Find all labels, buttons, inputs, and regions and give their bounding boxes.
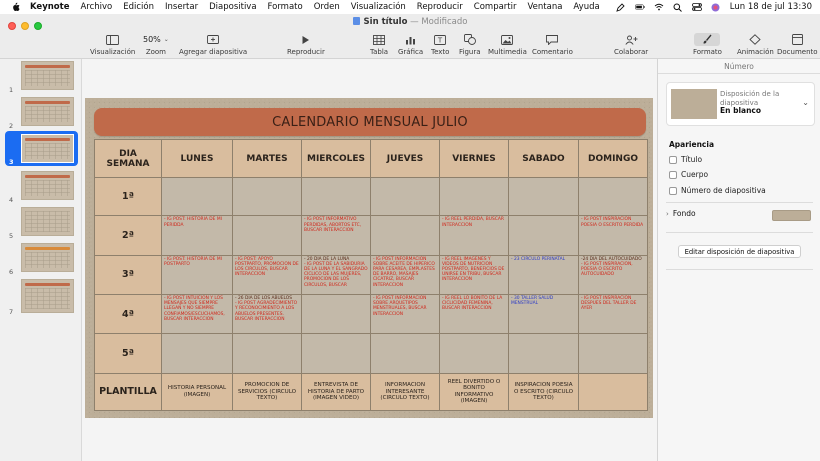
- divider: [666, 232, 813, 233]
- siri-icon[interactable]: [711, 3, 721, 12]
- calendar-cell[interactable]: [509, 216, 579, 255]
- apple-icon[interactable]: [10, 2, 20, 12]
- cell-entry: - IG REEL PERDIDA, BUSCAR INTERACCION: [442, 217, 504, 228]
- animate-icon: [749, 34, 761, 45]
- slide-number: 4: [9, 196, 14, 204]
- slide-title[interactable]: CALENDARIO MENSUAL JULIO: [94, 108, 646, 136]
- zoom-value[interactable]: 50%: [143, 35, 161, 44]
- calendar-cell[interactable]: [509, 294, 579, 333]
- document-title[interactable]: Sin título: [363, 17, 408, 27]
- cell-entry: - IG POST AGRADECIMIENTO Y RECONOCIMIENTO A LOS ABUELOS PRESENTES. BUSCAR INTERACCION: [235, 301, 298, 322]
- menu-archivo[interactable]: Archivo: [80, 2, 113, 12]
- appearance-heading: Apariencia: [669, 140, 715, 149]
- day-header[interactable]: JUEVES: [371, 140, 440, 178]
- checkbox-label: Título: [681, 155, 703, 164]
- calendar-cell[interactable]: [579, 334, 648, 373]
- slide-number-checkbox[interactable]: [669, 186, 766, 195]
- slide-number: 3: [9, 158, 14, 166]
- plantilla-cell[interactable]: REEL DIVERTIDO O BONITO INFORMATIVO (IMAGEN): [440, 373, 509, 410]
- table-label: Tabla: [370, 48, 389, 56]
- shape-button[interactable]: [459, 33, 481, 56]
- layout-thumbnail: [671, 89, 717, 119]
- menu-compartir[interactable]: Compartir: [473, 2, 517, 12]
- plantilla-row: [95, 373, 648, 410]
- shape-label: Figura: [459, 48, 481, 56]
- day-header[interactable]: LUNES: [162, 140, 233, 178]
- calendar-cell[interactable]: [162, 178, 233, 216]
- week-row: [95, 216, 648, 255]
- body-checkbox[interactable]: [669, 170, 708, 179]
- slide-preview: [21, 171, 74, 200]
- add-slide-icon: [207, 34, 219, 45]
- divider: [666, 269, 813, 270]
- calendar-cell[interactable]: [440, 294, 509, 333]
- checkbox-box: [669, 171, 677, 179]
- comment-button[interactable]: [532, 33, 573, 56]
- table-icon: [373, 35, 385, 45]
- slide-preview: [21, 97, 74, 126]
- collaborate-label: Colaborar: [614, 48, 649, 56]
- slide-thumbnail-5[interactable]: [0, 206, 82, 240]
- plantilla-cell[interactable]: ENTREVISTA DE HISTORIA DE PARTO (IMAGEN VIDEO): [302, 373, 371, 410]
- title-checkbox[interactable]: [669, 155, 702, 164]
- plantilla-cell[interactable]: INSPIRACION POESIA O ESCRITO (CIRCULO TEXTO): [509, 373, 579, 410]
- slide-thumbnail-4[interactable]: [0, 170, 82, 204]
- cell-entry: - IG POST INSPIRACION DESPUES DEL TALLER DE AYER: [581, 295, 637, 312]
- header-row: [95, 140, 648, 178]
- chevron-down-icon: ⌄: [163, 36, 169, 43]
- format-button[interactable]: [693, 33, 722, 56]
- window-toolbar: [0, 14, 820, 59]
- calendar-cell[interactable]: [509, 255, 579, 294]
- slide-navigator: [0, 59, 82, 461]
- calendar-cell[interactable]: [162, 294, 233, 333]
- cell-entry: - IG POST INSPIRACION POESIA O ESCRITO PERDIDA: [581, 217, 644, 228]
- calendar-cell[interactable]: [440, 216, 509, 255]
- chevron-right-icon: ›: [666, 209, 669, 218]
- week-label[interactable]: 5ª: [95, 334, 162, 373]
- calendar-cell[interactable]: [302, 255, 371, 294]
- slide-layout-selector[interactable]: [666, 82, 815, 126]
- corner-header[interactable]: DIA SEMANA: [95, 140, 162, 178]
- calendar-table[interactable]: [94, 139, 648, 411]
- background-color-swatch[interactable]: [772, 210, 811, 221]
- cell-entry: - IG POST INFORMACION SOBRE ARQUETIPOS MENSTRUALES, BUSCAR INTERACCION: [373, 295, 427, 317]
- text-label: Texto: [431, 48, 450, 56]
- cell-entry: - IG POST: APOYO POSTPARTO, PROMOCION DE LOS CIRCULOS, BUSCAR INTERACCION: [235, 256, 299, 278]
- day-header[interactable]: DOMINGO: [579, 140, 648, 178]
- title-separator: —: [410, 17, 422, 27]
- menu-diapositiva[interactable]: Diapositiva: [209, 2, 257, 12]
- calendar-cell[interactable]: [579, 216, 648, 255]
- layout-text: [720, 90, 798, 116]
- divider: [666, 202, 813, 203]
- week-label[interactable]: 2ª: [95, 216, 162, 255]
- menu-visualizacion[interactable]: Visualización: [350, 2, 406, 12]
- menu-app-keynote[interactable]: Keynote: [30, 2, 70, 12]
- battery-icon[interactable]: [635, 3, 645, 12]
- document-status: Modificado: [421, 17, 468, 27]
- plantilla-cell[interactable]: PROMOCION DE SERVICIOS (CIRCULO TEXTO): [233, 373, 302, 410]
- cell-entry: - IG POST: HISTORIA DE MI PERIDDA: [164, 217, 222, 228]
- cell-entry: - IG POST INFORMACION SOBRE ACEITE DE HIPERICO PARA CESAREA, EMPLASTES DE BARRO, MASAJES CICATRIZ, BUSCAR INTERACCION: [373, 256, 435, 288]
- calendar-cell[interactable]: [162, 216, 233, 255]
- play-button[interactable]: [287, 33, 325, 56]
- week-row: [95, 294, 648, 333]
- menu-bar: [0, 0, 820, 14]
- add-slide-label: Agregar diapositiva: [179, 48, 248, 56]
- calendar-cell[interactable]: [509, 334, 579, 373]
- collaborate-icon: [625, 35, 638, 45]
- checkbox-box: [669, 187, 677, 195]
- calendar-cell[interactable]: [233, 334, 302, 373]
- calendar-cell[interactable]: [440, 178, 509, 216]
- slide-preview: [21, 243, 74, 272]
- zoom-label: Zoom: [145, 48, 166, 56]
- week-label[interactable]: 1ª: [95, 178, 162, 216]
- calendar-cell[interactable]: [371, 216, 440, 255]
- checkbox-label: Cuerpo: [681, 170, 709, 179]
- slide-thumbnail-6[interactable]: [0, 242, 82, 276]
- layout-label: Disposición de la diapositiva: [720, 90, 780, 107]
- media-button[interactable]: [488, 33, 527, 56]
- week-label[interactable]: 3ª: [95, 255, 162, 294]
- menu-ayuda[interactable]: Ayuda: [573, 2, 600, 12]
- cell-entry: - 23 CIRCULO PERINATAL: [511, 256, 566, 262]
- slide-number: 1: [9, 86, 14, 94]
- cell-entry: - IG REEL IMAGENES Y VIDEOS DE NUTRICION POSTPARTO, BENEFICIOS DE UNIRSE EN TRIBU, BUSCAR INTERACCION: [442, 256, 505, 283]
- calendar-cell[interactable]: [371, 255, 440, 294]
- plantilla-label[interactable]: PLANTILLA: [95, 373, 162, 410]
- chart-icon: [405, 35, 416, 45]
- day-header[interactable]: MIERCOLES: [302, 140, 371, 178]
- calendar-cell[interactable]: [302, 216, 371, 255]
- format-inspector: [657, 59, 820, 461]
- slide-canvas[interactable]: [82, 59, 657, 461]
- background-disclosure[interactable]: [666, 209, 696, 218]
- calendar-cell[interactable]: [233, 294, 302, 333]
- menu-orden[interactable]: Orden: [313, 2, 340, 12]
- checkbox-box: [669, 156, 677, 164]
- text-button[interactable]: [431, 33, 449, 56]
- calendar-cell[interactable]: [302, 294, 371, 333]
- calendar-cell[interactable]: [579, 294, 648, 333]
- paintbrush-icon: [702, 34, 712, 45]
- calendar-cell[interactable]: [371, 178, 440, 216]
- cell-entry: - IG POST: HISTORIA DE MI POSTPARTO: [164, 256, 222, 267]
- document-inspector-icon: [792, 34, 803, 45]
- cell-entry: - 30 TALLER SALUD MENSTRUAL: [511, 295, 554, 307]
- calendar-cell[interactable]: [509, 178, 579, 216]
- plantilla-cell[interactable]: HISTORIA PERSONAL (IMAGEN): [162, 373, 233, 410]
- day-header[interactable]: SABADO: [509, 140, 579, 178]
- menu-ventana[interactable]: Ventana: [527, 2, 563, 12]
- calendar-cell[interactable]: [233, 255, 302, 294]
- cell-entry: - IG POST INSPIRACION, POESIA O ESCRITO AUTOCUIDADO: [581, 261, 633, 278]
- format-label: Formato: [693, 48, 722, 56]
- calendar-cell[interactable]: [371, 294, 440, 333]
- layout-value: En blanco: [720, 106, 762, 115]
- slide-number: 2: [9, 122, 14, 130]
- control-center-icon[interactable]: [692, 3, 702, 12]
- calendar-cell[interactable]: [162, 334, 233, 373]
- cell-entry: - IG POST DE LA SABIDURIA DE LA LUNA Y EL SANGRADO CICLICO DE LAS MUJERES, PROMOCION DE LOS CIRCULOS, BUSCAR: [304, 261, 368, 288]
- slide-number: 5: [9, 232, 14, 240]
- calendar-cell[interactable]: [371, 334, 440, 373]
- edit-layout-button[interactable]: Editar disposición de diapositiva: [678, 245, 801, 258]
- document-icon: [353, 17, 360, 25]
- week-row: [95, 178, 648, 216]
- animate-label: Animación: [737, 48, 774, 56]
- menu-formato[interactable]: Formato: [267, 2, 303, 12]
- chevron-down-icon: ⌄: [802, 98, 809, 107]
- week-row: [95, 334, 648, 373]
- plantilla-cell[interactable]: INFORMACION INTERESANTE (CIRCULO TEXTO): [371, 373, 440, 410]
- comment-label: Comentario: [532, 48, 573, 56]
- checkbox-label: Número de diapositiva: [681, 186, 766, 195]
- slide-preview: [21, 61, 74, 90]
- animate-button[interactable]: [737, 33, 774, 56]
- search-icon[interactable]: [673, 3, 683, 12]
- status-area: [616, 0, 812, 14]
- slide[interactable]: [85, 98, 653, 418]
- cell-entry: - IG POST INTUICION Y LOS MENSAJES QUE SIEMPRE LLEGAN Y NO SIEMPRE CONFIAMOS/ESCUCHAMOS, BUSCAR INTERACCION: [164, 295, 225, 322]
- document-button[interactable]: [777, 33, 818, 56]
- menu-reproducir[interactable]: Reproducir: [416, 2, 463, 12]
- menu-edicion[interactable]: Edición: [123, 2, 155, 12]
- slide-preview: [21, 207, 74, 236]
- slide-preview: [21, 279, 74, 313]
- comment-icon: [546, 35, 558, 45]
- cell-entry: - 20 DIA DE LA LUNA: [304, 256, 350, 262]
- play-icon: [301, 35, 310, 45]
- calendar-cell[interactable]: [440, 255, 509, 294]
- calendar-cell[interactable]: [162, 255, 233, 294]
- text-box-icon: [434, 35, 446, 45]
- inspector-header: Número: [658, 59, 820, 74]
- media-icon: [501, 35, 513, 45]
- menu-insertar[interactable]: Insertar: [165, 2, 199, 12]
- calendar-cell[interactable]: [579, 178, 648, 216]
- calendar-cell[interactable]: [233, 178, 302, 216]
- pen-icon[interactable]: [616, 3, 626, 12]
- calendar-cell[interactable]: [233, 216, 302, 255]
- chart-button[interactable]: [398, 33, 423, 56]
- calendar-cell[interactable]: [302, 334, 371, 373]
- slide-thumbnail-7[interactable]: [0, 278, 82, 316]
- slide-number: 6: [9, 268, 14, 276]
- cell-entry: -24 DIA DEL AUTOCUIDADO: [581, 256, 642, 262]
- slide-thumbnail-1[interactable]: [0, 60, 82, 94]
- view-button[interactable]: [90, 33, 135, 56]
- plantilla-cell[interactable]: [579, 373, 648, 410]
- table-button[interactable]: [370, 33, 388, 56]
- wifi-icon[interactable]: [654, 3, 664, 12]
- zoom-control[interactable]: [143, 33, 169, 56]
- chart-label: Gráfica: [398, 48, 424, 56]
- window-title: [0, 17, 820, 27]
- calendar-cell[interactable]: [302, 178, 371, 216]
- cell-entry: - 26 DIA DE LOS ABUELOS: [235, 295, 293, 301]
- slide-preview: [21, 134, 74, 163]
- slide-thumbnail-3[interactable]: [0, 132, 82, 166]
- calendar-cell[interactable]: [440, 334, 509, 373]
- add-slide-button[interactable]: [179, 33, 247, 56]
- week-row: [95, 255, 648, 294]
- week-label[interactable]: 4ª: [95, 294, 162, 333]
- view-button-label: Visualización: [90, 48, 136, 56]
- media-label: Multimedia: [488, 48, 527, 56]
- cell-entry: - IG POST INFORMATIVO PERDIDAS, ABORTOS ETC, BUSCAR INTERACCION: [304, 217, 362, 233]
- sidebar-view-icon: [106, 35, 119, 45]
- slide-thumbnail-2[interactable]: [0, 96, 82, 130]
- cell-entry: - IG REEL LO BONITO DE LA CICLICIDAD FEMENINA, BUSCAR INTERACCION: [442, 295, 503, 312]
- clock-datetime[interactable]: Lun 18 de jul 13:30: [729, 2, 812, 12]
- svg-text:T: T: [438, 36, 443, 44]
- document-label: Documento: [777, 48, 818, 56]
- slide-number: 7: [9, 308, 14, 316]
- shape-icon: [464, 34, 476, 45]
- day-header[interactable]: MARTES: [233, 140, 302, 178]
- day-header[interactable]: VIERNES: [440, 140, 509, 178]
- play-label: Reproducir: [287, 48, 325, 56]
- background-label: Fondo: [672, 209, 696, 218]
- collaborate-button[interactable]: [614, 33, 648, 56]
- calendar-cell[interactable]: [579, 255, 648, 294]
